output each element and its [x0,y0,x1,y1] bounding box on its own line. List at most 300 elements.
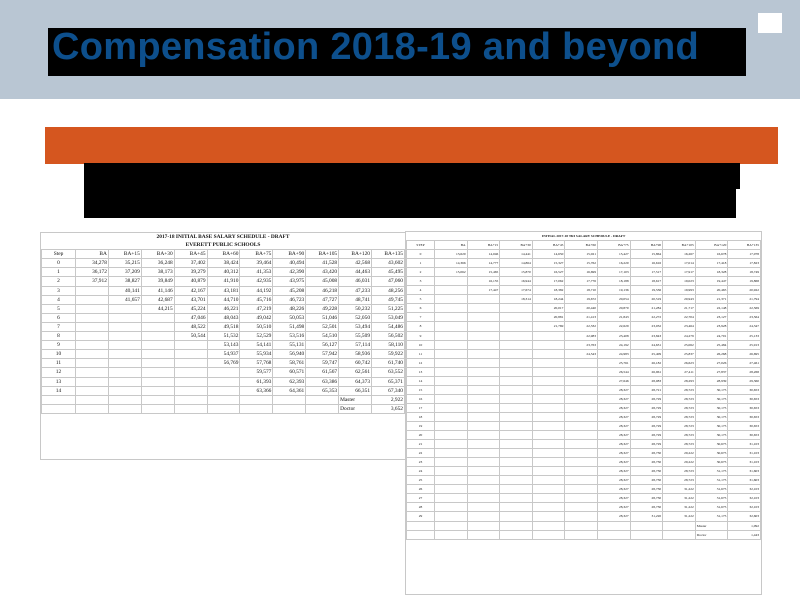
salary-cell: 20,881 [532,313,565,322]
salary-cell: 28,293 [663,376,696,385]
table-row [407,313,761,322]
salary-cell: 23,763 [565,340,598,349]
table-row [407,277,761,286]
step-cell: 12 [42,368,76,377]
salary-cell: 23,127 [695,313,728,322]
empty-cell [108,395,141,404]
table-row [407,331,761,340]
salary-cell: 24,983 [597,349,630,358]
empty-cell [207,395,240,404]
salary-cell [565,476,598,485]
salary-cell: 19,672 [565,295,598,304]
salary-cell: 28,730 [630,476,663,485]
stipend-row [407,521,761,530]
salary-cell: 51,532 [207,332,240,341]
salary-cell [435,485,468,494]
salary-cell: 30,653 [728,412,761,421]
step-cell: 8 [407,322,435,331]
salary-cell: 28,327 [597,485,630,494]
salary-cell: 15,864 [630,250,663,259]
salary-cell: 30,653 [728,421,761,430]
salary-cell [467,494,500,503]
salary-cell [500,367,533,376]
salary-cell [500,349,533,358]
step-cell: 14 [42,386,76,395]
column-header: BA+45 [174,250,207,259]
salary-cell: 43,602 [372,259,405,268]
salary-cell: 24,347 [728,322,761,331]
right-salary-schedule [405,231,762,595]
salary-cell: 28,327 [597,440,630,449]
salary-cell: 24,701 [695,331,728,340]
table-row [407,259,761,268]
salary-cell [435,313,468,322]
column-header: BA+15 [108,250,141,259]
empty-cell [407,530,435,539]
bullet-redaction-notch [736,163,740,189]
salary-cell: 31,103 [728,440,761,449]
stipend-label: Doctor [695,530,728,539]
step-cell: 12 [407,358,435,367]
salary-cell [174,350,207,359]
salary-cell: 24,631 [630,340,663,349]
salary-cell: 28,723 [663,385,696,394]
salary-cell: 30,175 [695,394,728,403]
salary-cell [467,449,500,458]
salary-cell: 17,917 [663,268,696,277]
salary-cell: 30,675 [695,449,728,458]
salary-cell: 22,272 [630,313,663,322]
salary-cell: 23,564 [728,313,761,322]
salary-cell: 17,447 [467,286,500,295]
table-row [42,268,405,277]
salary-cell: 57,768 [240,359,273,368]
salary-cell: 21,794 [728,295,761,304]
salary-cell: 18,382 [532,286,565,295]
salary-cell [500,358,533,367]
salary-cell: 32,603 [728,512,761,521]
salary-cell [467,304,500,313]
column-header: BA+45 [532,241,565,250]
salary-cell: 63,366 [240,386,273,395]
salary-cell [467,367,500,376]
salary-cell: 27,646 [597,376,630,385]
salary-cell: 47,233 [339,286,372,295]
salary-cell: 19,136 [597,286,630,295]
stipend-row [42,395,405,404]
salary-cell: 61,740 [372,359,405,368]
salary-cell: 54,141 [240,341,273,350]
empty-cell [435,521,468,530]
salary-cell: 48,226 [273,304,306,313]
salary-cell: 29,222 [663,449,696,458]
salary-cell [565,358,598,367]
salary-cell [108,359,141,368]
step-cell: 26 [407,485,435,494]
salary-cell: 28,327 [597,449,630,458]
salary-cell [435,304,468,313]
salary-cell: 38,827 [108,277,141,286]
salary-cell: 14,777 [467,259,500,268]
salary-cell [532,394,565,403]
step-cell: 27 [407,494,435,503]
empty-cell [597,521,630,530]
empty-cell [630,521,663,530]
table-row [42,350,405,359]
salary-cell: 28,729 [630,394,663,403]
step-cell: 4 [407,286,435,295]
salary-cell: 30,675 [695,440,728,449]
salary-cell: 42,935 [240,277,273,286]
salary-cell [532,440,565,449]
salary-cell: 41,528 [306,259,339,268]
salary-cell: 42,167 [174,286,207,295]
salary-cell [565,440,598,449]
step-cell: 6 [42,313,76,322]
salary-cell [500,458,533,467]
salary-cell: 28,729 [630,440,663,449]
left-schedule-header-row [42,250,405,259]
salary-cell: 46,221 [207,304,240,313]
salary-cell [141,350,174,359]
salary-cell: 66,351 [339,386,372,395]
salary-cell: 16,155 [467,277,500,286]
salary-cell: 28,939 [695,376,728,385]
salary-cell [435,503,468,512]
salary-cell: 19,023 [663,277,696,286]
salary-cell: 27,837 [695,367,728,376]
step-cell: 22 [407,449,435,458]
salary-cell [467,403,500,412]
column-header: BA+120 [339,250,372,259]
salary-cell: 17,103 [597,268,630,277]
salary-cell [174,386,207,395]
salary-cell [174,377,207,386]
salary-cell: 41,146 [141,286,174,295]
salary-cell: 45,224 [174,304,207,313]
salary-cell: 28,327 [597,385,630,394]
salary-cell: 17,776 [565,277,598,286]
salary-cell: 50,053 [273,313,306,322]
step-cell: 3 [42,286,76,295]
salary-cell: 16,527 [532,268,565,277]
salary-cell [532,467,565,476]
salary-cell: 32,103 [728,503,761,512]
empty-cell [597,530,630,539]
salary-cell: 20,943 [663,295,696,304]
salary-cell [532,403,565,412]
salary-cell: 20,922 [728,286,761,295]
salary-cell: 62,561 [339,368,372,377]
bullet-list [84,163,736,218]
salary-cell: 24,543 [565,349,598,358]
salary-cell: 25,133 [728,331,761,340]
salary-cell: 21,769 [532,322,565,331]
salary-cell [532,512,565,521]
salary-cell: 27,461 [728,358,761,367]
salary-cell: 55,934 [240,350,273,359]
table-row [407,358,761,367]
salary-cell [141,332,174,341]
salary-cell: 19,868 [728,277,761,286]
salary-cell: 47,727 [306,295,339,304]
empty-cell [565,521,598,530]
salary-cell [467,458,500,467]
salary-cell: 26,544 [597,367,630,376]
table-row [42,332,405,341]
bullet-item [84,163,736,189]
salary-cell [467,512,500,521]
salary-cell: 30,653 [728,431,761,440]
table-row [42,277,405,286]
salary-cell [174,359,207,368]
salary-cell: 14,366 [435,259,468,268]
salary-cell: 28,327 [597,412,630,421]
salary-cell: 16,699 [565,268,598,277]
salary-cell [76,332,109,341]
step-cell: 13 [407,367,435,376]
salary-cell: 31,175 [695,476,728,485]
salary-cell: 16,944 [500,277,533,286]
salary-cell: 17,418 [695,259,728,268]
table-row [407,376,761,385]
step-cell: 11 [42,359,76,368]
salary-cell: 50,510 [240,322,273,331]
table-row [42,286,405,295]
salary-cell [500,467,533,476]
salary-cell: 47,060 [372,277,405,286]
salary-cell: 17,517 [630,268,663,277]
table-row [42,359,405,368]
salary-cell [467,476,500,485]
salary-cell: 22,629 [597,322,630,331]
salary-cell [500,421,533,430]
empty-cell [108,404,141,413]
salary-cell: 38,173 [141,268,174,277]
salary-cell: 51,498 [273,322,306,331]
salary-cell [565,494,598,503]
salary-cell: 55,131 [273,341,306,350]
salary-cell [108,350,141,359]
salary-cell: 23,928 [695,322,728,331]
salary-cell: 46,723 [273,295,306,304]
table-row [42,341,405,350]
step-cell: 9 [407,331,435,340]
table-row [407,494,761,503]
salary-cell: 22,983 [565,331,598,340]
salary-cell: 30,653 [728,385,761,394]
salary-cell [467,349,500,358]
step-cell: 7 [407,313,435,322]
table-row [407,322,761,331]
table-row [407,304,761,313]
salary-cell: 31,222 [663,494,696,503]
salary-cell [435,322,468,331]
step-cell: 18 [407,412,435,421]
salary-cell [532,340,565,349]
salary-cell: 54,937 [207,350,240,359]
salary-cell: 22,569 [728,304,761,313]
salary-cell: 56,940 [273,350,306,359]
salary-cell: 30,175 [695,403,728,412]
salary-cell: 52,501 [306,322,339,331]
salary-cell: 20,017 [532,304,565,313]
table-row [42,368,405,377]
step-cell: 17 [407,403,435,412]
step-cell: 25 [407,476,435,485]
salary-cell [435,449,468,458]
salary-cell: 23,843 [630,331,663,340]
salary-cell: 28,723 [663,467,696,476]
column-header: BA+120 [695,241,728,250]
step-cell: 10 [42,350,76,359]
right-schedule-body [407,250,761,540]
empty-cell [273,395,306,404]
salary-cell [565,421,598,430]
bullet-item [84,189,736,215]
salary-cell: 50,232 [339,304,372,313]
salary-cell: 28,327 [597,431,630,440]
salary-cell: 15,427 [597,250,630,259]
salary-cell: 15,062 [435,268,468,277]
salary-cell: 24,192 [597,340,630,349]
salary-cell: 30,653 [728,403,761,412]
table-row [407,403,761,412]
table-row [407,440,761,449]
salary-cell: 47,219 [240,304,273,313]
salary-cell: 21,413 [565,313,598,322]
empty-cell [174,404,207,413]
salary-cell: 31,222 [663,485,696,494]
salary-cell [76,359,109,368]
salary-cell: 18,617 [630,277,663,286]
salary-cell: 17,078 [728,250,761,259]
stipend-value: 3,652 [372,404,405,413]
step-cell: 24 [407,467,435,476]
salary-cell: 28,730 [630,449,663,458]
salary-cell [467,358,500,367]
salary-cell [174,368,207,377]
salary-cell: 53,049 [372,313,405,322]
salary-cell: 49,518 [207,322,240,331]
salary-cell [435,286,468,295]
salary-cell: 30,175 [695,385,728,394]
salary-cell: 30,675 [695,458,728,467]
salary-cell [467,431,500,440]
salary-cell [565,394,598,403]
salary-cell: 41,353 [240,268,273,277]
column-header: BA+90 [630,241,663,250]
salary-cell [141,368,174,377]
salary-cell: 28,730 [630,485,663,494]
salary-cell [108,368,141,377]
salary-cell: 39,464 [240,259,273,268]
empty-cell [663,521,696,530]
empty-cell [240,395,273,404]
salary-cell: 25,409 [630,349,663,358]
salary-cell: 15,465 [467,268,500,277]
salary-cell: 25,761 [597,358,630,367]
step-cell: 2 [42,277,76,286]
salary-cell: 26,961 [630,367,663,376]
right-schedule-header-row [407,241,761,250]
empty-cell [663,530,696,539]
salary-cell: 67,340 [372,386,405,395]
empty-cell [141,395,174,404]
salary-cell: 45,495 [372,268,405,277]
salary-cell: 28,723 [663,394,696,403]
column-header: Step [42,250,76,259]
salary-cell: 28,723 [663,476,696,485]
salary-cell: 28,268 [728,367,761,376]
salary-cell [500,331,533,340]
salary-cell [500,376,533,385]
salary-cell [532,376,565,385]
salary-cell: 48,522 [174,322,207,331]
salary-cell: 28,723 [663,412,696,421]
salary-cell: 28,327 [597,494,630,503]
table-row [407,458,761,467]
salary-cell: 28,327 [597,458,630,467]
salary-cell [467,421,500,430]
salary-cell: 64,373 [339,377,372,386]
salary-cell [108,322,141,331]
empty-cell [42,404,76,413]
salary-cell: 20,870 [597,304,630,313]
salary-cell [76,350,109,359]
salary-cell: 15,327 [532,259,565,268]
salary-cell: 26,623 [663,358,696,367]
salary-cell: 41,657 [108,295,141,304]
salary-cell: 57,114 [339,341,372,350]
salary-cell: 18,314 [500,295,533,304]
salary-cell [207,368,240,377]
salary-cell: 62,393 [273,377,306,386]
salary-cell [467,467,500,476]
column-header: BA [435,241,468,250]
table-row [407,268,761,277]
salary-cell [467,313,500,322]
salary-cell [207,377,240,386]
salary-cell: 39,849 [141,277,174,286]
salary-cell: 44,710 [207,295,240,304]
salary-cell: 14,046 [467,250,500,259]
salary-cell: 28,729 [630,421,663,430]
step-cell: 8 [42,332,76,341]
column-header: BA+105 [663,241,696,250]
salary-cell: 42,687 [141,295,174,304]
salary-cell: 29,222 [663,458,696,467]
salary-cell [500,440,533,449]
salary-cell: 40,879 [174,277,207,286]
salary-cell: 60,742 [339,359,372,368]
salary-cell: 56,502 [372,332,405,341]
salary-cell: 59,922 [372,350,405,359]
salary-cell [467,322,500,331]
salary-cell [565,458,598,467]
salary-cell [500,322,533,331]
salary-cell: 31,103 [728,449,761,458]
step-cell: 23 [407,458,435,467]
salary-cell [532,503,565,512]
salary-cell [207,386,240,395]
salary-cell [467,394,500,403]
table-row [42,259,405,268]
step-cell: 5 [407,295,435,304]
salary-cell [565,367,598,376]
salary-cell: 28,327 [597,394,630,403]
accent-bar [45,127,778,164]
